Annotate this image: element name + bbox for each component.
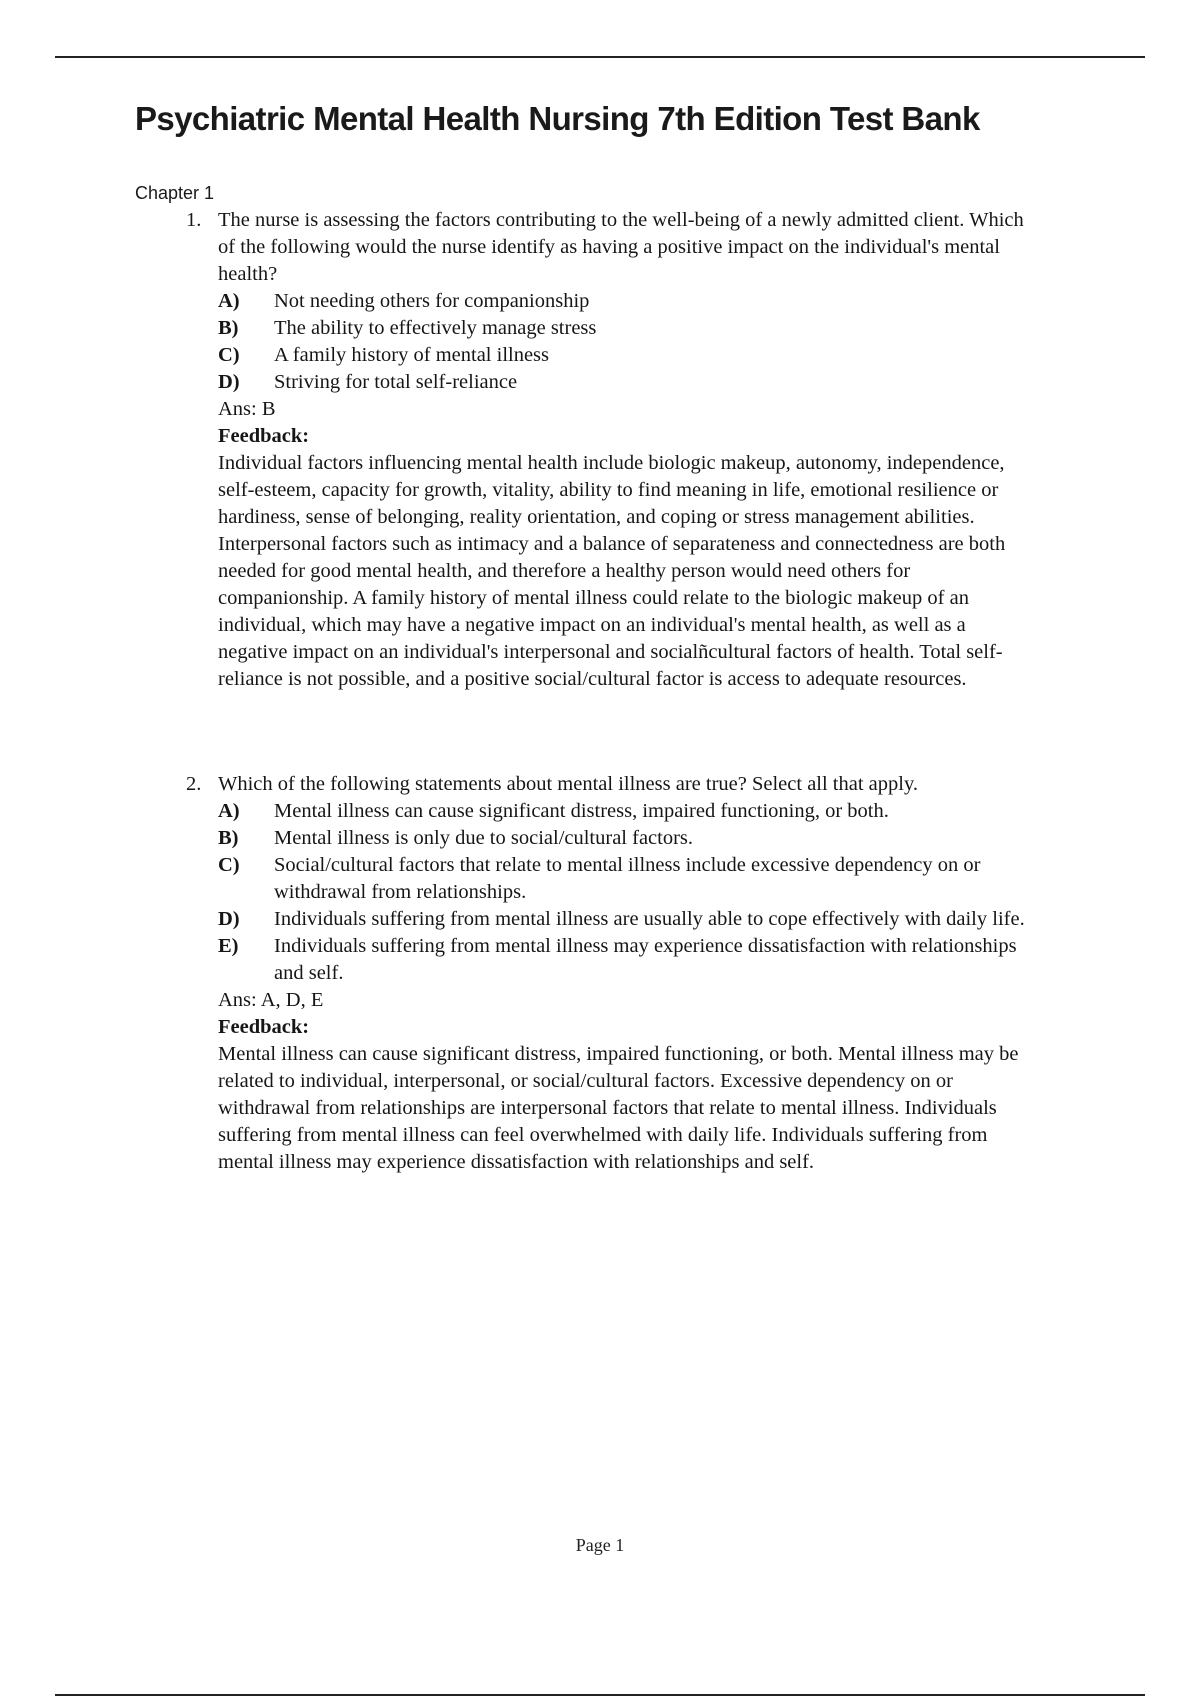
question-2-header xyxy=(186,771,1026,798)
option-e xyxy=(218,933,1026,987)
question-1 xyxy=(186,207,1026,693)
question-2 xyxy=(186,771,1026,1176)
option-text: Mental illness can cause significant distress, impaired functioning, or both. xyxy=(274,800,889,822)
option-letter: E) xyxy=(218,935,239,957)
option-letter: B) xyxy=(218,827,239,849)
option-d xyxy=(218,369,1026,396)
option-letter: B) xyxy=(218,317,239,339)
option-b xyxy=(218,825,1026,852)
option-text: Individuals suffering from mental illness may experience dissatisfaction with relationships and self. xyxy=(274,935,1017,984)
question-2-answer-block xyxy=(218,987,1026,1176)
chapter-heading: Chapter 1 xyxy=(135,183,215,203)
option-c xyxy=(218,342,1026,369)
feedback-text: Mental illness can cause significant distress, impaired functioning, or both. Mental illness may be related to individual, interpersonal, or social/cultural factors. Excessive dependency on or withdrawal from relationships are interpersonal factors that relate to mental illness. Individuals suffering from mental illness can feel overwhelmed with daily life. Individuals suffering from mental illness may experience dissatisfaction with relationships and self. xyxy=(218,1043,1019,1173)
option-text: The ability to effectively manage stress xyxy=(274,317,597,339)
question-1-options xyxy=(218,288,1026,396)
feedback-text: Individual factors influencing mental health include biologic makeup, autonomy, independence, self-esteem, capacity for growth, vitality, ability to find meaning in life, emotional resilience or hardiness, sense of belonging, reality orientation, and coping or stress management abilities. Interpersonal factors such as intimacy and a balance of separateness and connectedness are both needed for good mental health, and therefore a healthy person would need others for companionship. A family history of mental illness could relate to the biologic makeup of an individual, which may have a negative impact on an individual's mental health, as well as a negative impact on an individual's interpersonal and socialñcultural factors of health. Total self-reliance is not possible, and a positive social/cultural factor is access to adequate resources. xyxy=(218,452,1006,690)
question-stem: Which of the following statements about mental illness are true? Select all that apply. xyxy=(218,773,919,795)
question-number: 2. xyxy=(186,773,202,795)
option-letter: C) xyxy=(218,854,240,876)
option-letter: C) xyxy=(218,344,240,366)
option-letter: D) xyxy=(218,908,240,930)
page-number: Page 1 xyxy=(575,1535,625,1555)
answer-key: Ans: B xyxy=(218,398,276,420)
option-a xyxy=(218,798,1026,825)
option-text: Mental illness is only due to social/cultural factors. xyxy=(274,827,694,849)
option-text: Not needing others for companionship xyxy=(274,290,590,312)
option-a xyxy=(218,288,1026,315)
feedback-label: Feedback: xyxy=(218,1016,310,1038)
option-text: A family history of mental illness xyxy=(274,344,550,366)
answer-key: Ans: A, D, E xyxy=(218,989,324,1011)
question-2-options xyxy=(218,798,1026,987)
bottom-rule xyxy=(55,1694,1145,1696)
question-number: 1. xyxy=(186,209,202,231)
option-letter: D) xyxy=(218,371,240,393)
option-d xyxy=(218,906,1026,933)
option-text: Social/cultural factors that relate to mental illness include excessive dependency on or withdrawal from relationships. xyxy=(274,854,981,903)
option-b xyxy=(218,315,1026,342)
option-letter: A) xyxy=(218,800,240,822)
question-stem: The nurse is assessing the factors contributing to the well-being of a newly admitted client. Which of the following would the nurse identify as having a positive impact on the individual's mental health? xyxy=(218,209,1024,285)
option-c xyxy=(218,852,1026,906)
option-text: Striving for total self-reliance xyxy=(274,371,518,393)
question-1-header xyxy=(186,207,1026,288)
option-letter: A) xyxy=(218,290,240,312)
option-text: Individuals suffering from mental illness are usually able to cope effectively with daily life. xyxy=(274,908,1025,930)
top-rule xyxy=(55,56,1145,58)
document-title: Psychiatric Mental Health Nursing 7th Edition Test Bank xyxy=(135,100,980,137)
feedback-label: Feedback: xyxy=(218,425,310,447)
question-1-answer-block xyxy=(218,396,1026,693)
